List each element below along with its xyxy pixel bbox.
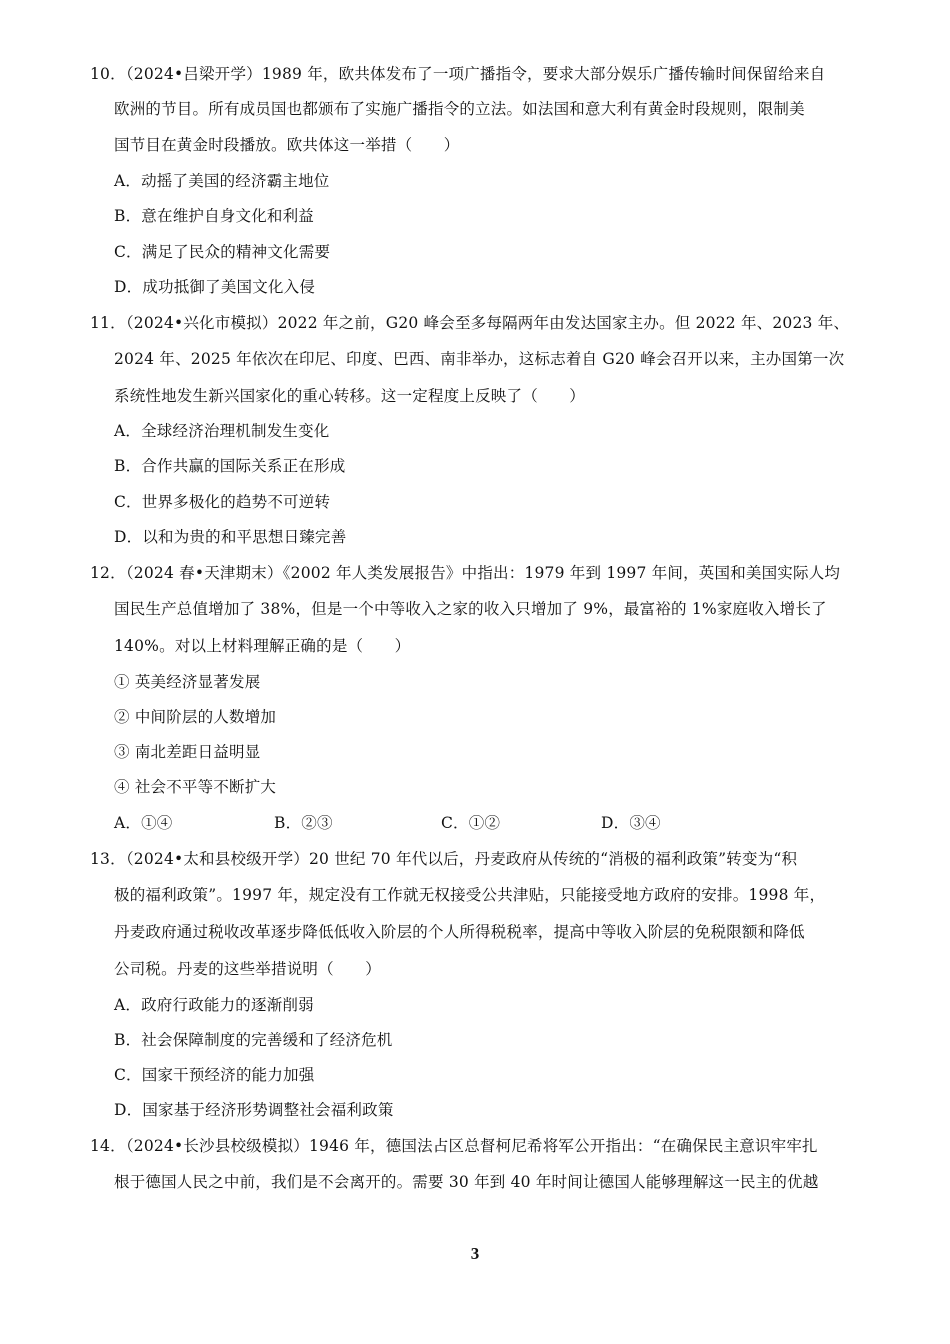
question-12-choice-c: C．①②	[441, 814, 501, 832]
question-10-line-1: 10．（2024•吕梁开学）1989 年，欧共体发布了一项广播指令，要求大部分娱乐广播传输时间保留给来自	[90, 65, 826, 83]
question-12-line-1: 12．（2024 春•天津期末）《2002 年人类发展报告》中指出：1979 年到 1997 年间，英国和美国实际人均	[90, 564, 841, 582]
question-10-line-2: 欧洲的节目。所有成员国也都颁布了实施广播指令的立法。如法国和意大利有黄金时段规则，限制美	[114, 100, 805, 118]
question-14-line-1: 14．（2024•长沙县校级模拟）1946 年，德国法占区总督柯尼希将军公开指出：“在确保民主意识牢牢扎	[90, 1137, 818, 1155]
page-number: 3	[470, 1244, 480, 1263]
question-13-option-d: D．国家基于经济形势调整社会福利政策	[114, 1101, 394, 1119]
question-11-option-c: C．世界多极化的趋势不可逆转	[114, 493, 331, 511]
question-11-line-2: 2024 年、2025 年依次在印尼、印度、巴西、南非举办，这标志着自 G20 峰会召开以来，主办国第一次	[114, 350, 845, 368]
question-10-option-d: D．成功抵御了美国文化入侵	[114, 278, 316, 296]
question-11-line-1: 11．（2024•兴化市模拟）2022 年之前，G20 峰会至多每隔两年由发达国家主办。但 2022 年、2023 年、	[90, 314, 850, 332]
question-12-item-1: ① 英美经济显著发展	[114, 673, 261, 691]
question-12-item-3: ③ 南北差距日益明显	[114, 743, 261, 761]
question-13-option-a: A．政府行政能力的逐渐削弱	[114, 996, 314, 1014]
question-13-line-4: 公司税。丹麦的这些举措说明（ ）	[114, 960, 381, 978]
question-12-line-3: 140%。对以上材料理解正确的是（ ）	[114, 637, 411, 655]
question-10-line-3: 国节目在黄金时段播放。欧共体这一举措（ ）	[114, 136, 460, 154]
question-13-line-1: 13．（2024•太和县校级开学）20 世纪 70 年代以后，丹麦政府从传统的“消极的福利政策”转变为“积	[90, 850, 798, 868]
question-11-option-d: D．以和为贵的和平思想日臻完善	[114, 528, 347, 546]
question-13-line-3: 丹麦政府通过税收改革逐步降低低收入阶层的个人所得税税率，提高中等收入阶层的免税限额和降低	[114, 923, 805, 941]
question-11-option-b: B．合作共赢的国际关系正在形成	[114, 457, 346, 475]
question-14-line-2: 根于德国人民之中前，我们是不会离开的。需要 30 年到 40 年时间让德国人能够理解这一民主的优越	[114, 1173, 819, 1191]
question-12-item-4: ④ 社会不平等不断扩大	[114, 778, 277, 796]
question-12-line-2: 国民生产总值增加了 38%，但是一个中等收入之家的收入只增加了 9%，最富裕的 1%家庭收入增长了	[114, 600, 827, 618]
question-13-line-2: 极的福利政策”。1997 年，规定没有工作就无权接受公共津贴，只能接受地方政府的安排。1998 年，	[114, 886, 826, 904]
question-11-line-3: 系统性地发生新兴国家化的重心转移。这一定程度上反映了（ ）	[114, 387, 586, 405]
question-10-option-b: B．意在维护自身文化和利益	[114, 207, 314, 225]
question-11-option-a: A．全球经济治理机制发生变化	[114, 422, 330, 440]
question-13-option-b: B．社会保障制度的完善缓和了经济危机	[114, 1031, 393, 1049]
question-12-choice-d: D．③④	[601, 814, 661, 832]
question-12-item-2: ② 中间阶层的人数增加	[114, 708, 277, 726]
question-12-choice-a: A．①④	[114, 814, 173, 832]
question-10-option-a: A．动摇了美国的经济霸主地位	[114, 172, 330, 190]
question-13-option-c: C．国家干预经济的能力加强	[114, 1066, 315, 1084]
question-10-option-c: C．满足了民众的精神文化需要	[114, 243, 331, 261]
question-12-choice-b: B．②③	[274, 814, 333, 832]
